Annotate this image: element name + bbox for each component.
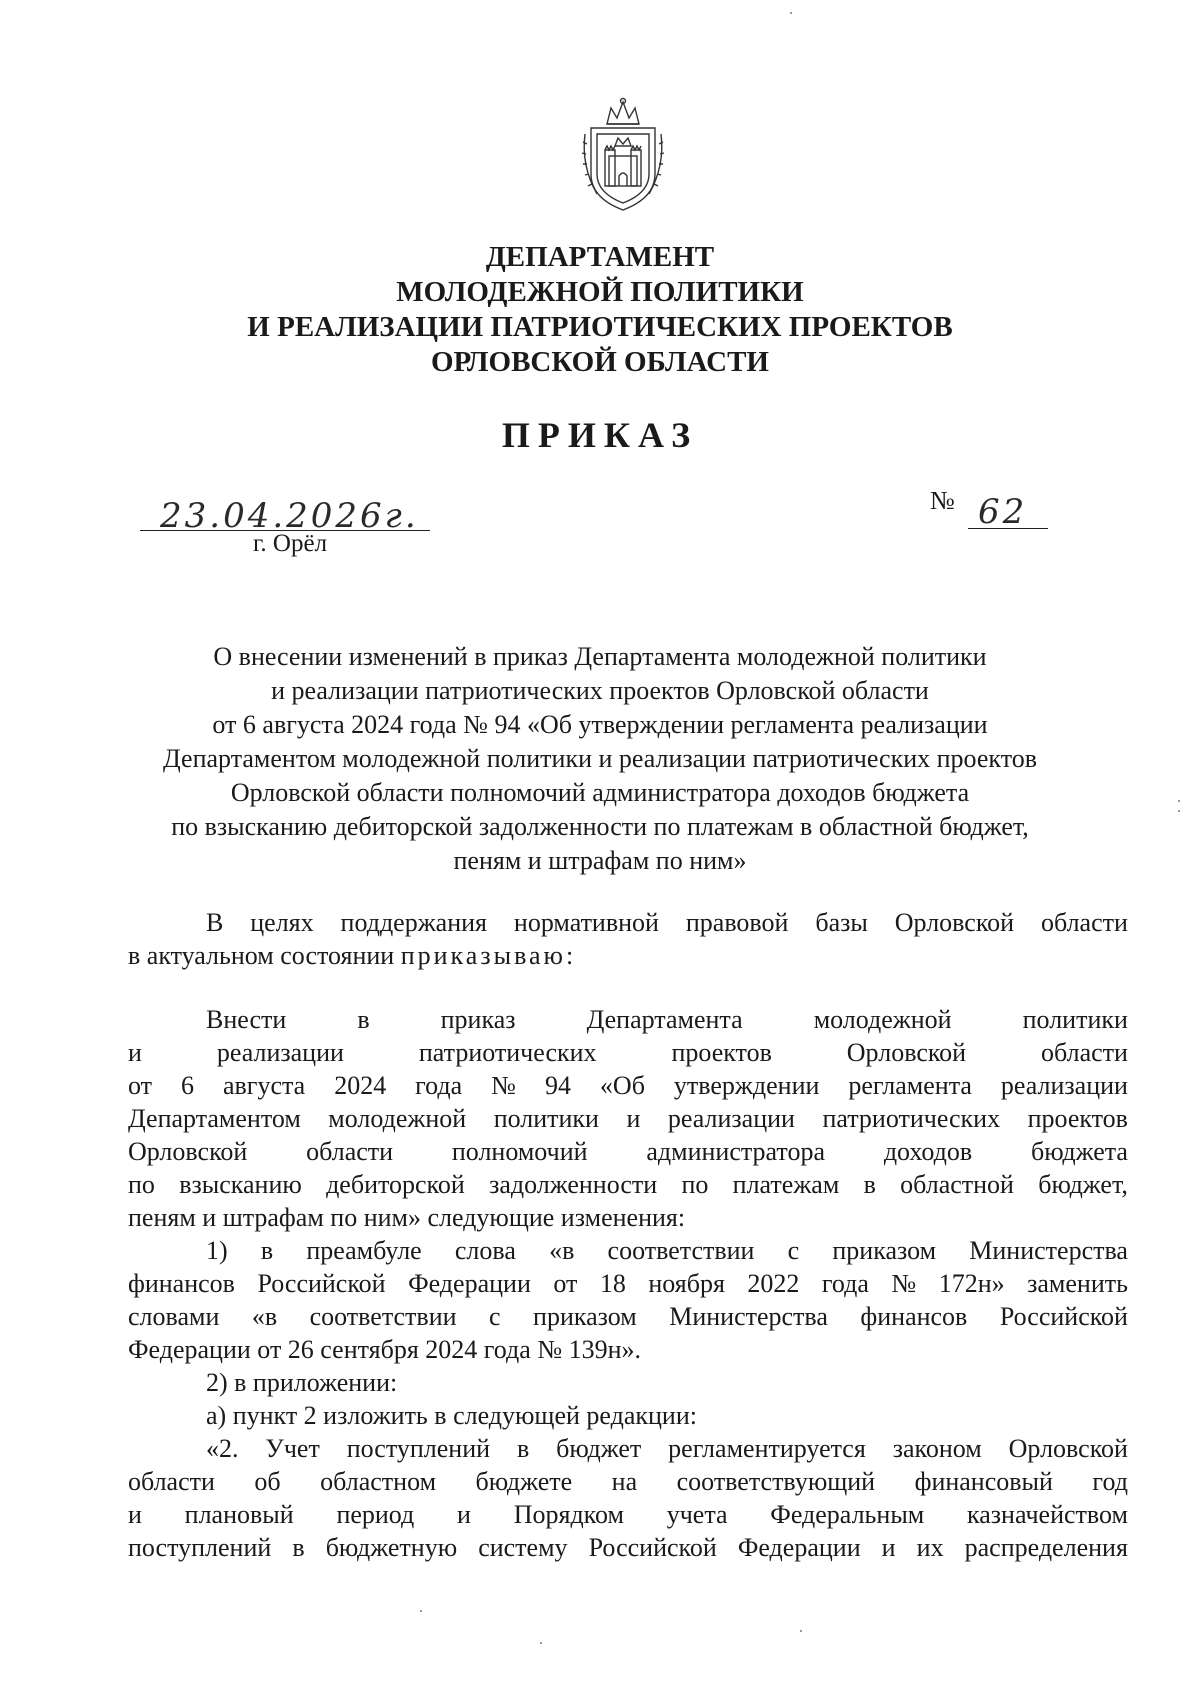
word: и (457, 1500, 471, 1529)
item-1-line (128, 1234, 1128, 1267)
word: «в (251, 1302, 278, 1331)
word: № (491, 1071, 516, 1100)
word: реализации (667, 1104, 795, 1133)
number-label: № (930, 486, 955, 515)
word: в (260, 1236, 274, 1265)
department-line-3: И РЕАЛИЗАЦИИ ПАТРИОТИЧЕСКИХ ПРОЕКТОВ (247, 311, 953, 343)
word: в (357, 1005, 370, 1034)
word: 2024 (334, 1071, 387, 1100)
word: Министерства (669, 1302, 828, 1331)
quote-line (128, 1432, 1128, 1465)
number-field (968, 484, 1048, 532)
word: базы (815, 908, 868, 937)
word: учета (666, 1500, 728, 1529)
word: и (128, 1038, 142, 1067)
word: 2022 (747, 1269, 800, 1298)
word: Министерства (969, 1236, 1128, 1265)
word: Федеральным (770, 1500, 925, 1529)
word: их (916, 1533, 944, 1562)
word: поступлений (128, 1533, 272, 1562)
date-field (140, 482, 430, 536)
coat-of-arms-icon (577, 94, 669, 214)
word: молодежной (813, 1005, 952, 1034)
word: области (1040, 908, 1128, 937)
word: «2. (206, 1434, 239, 1463)
handwritten-date: 23.04.2026г. (160, 496, 419, 536)
word: плановый (184, 1500, 294, 1529)
word: распределения (964, 1533, 1128, 1562)
word: регламентируется (668, 1434, 866, 1463)
word: № (891, 1269, 917, 1298)
word: в (292, 1533, 305, 1562)
word: 6 (181, 1071, 194, 1100)
word: от (128, 1071, 153, 1100)
word: Порядком (513, 1500, 624, 1529)
word: областной (900, 1170, 1014, 1199)
paragraph-line: пеням и штрафам по ним» следующие изменения: (128, 1203, 686, 1232)
word: бюджет (556, 1434, 642, 1463)
word: года (415, 1071, 463, 1100)
word: политики (1022, 1005, 1128, 1034)
word: политики (493, 1104, 599, 1133)
word: 1) (206, 1236, 228, 1265)
word: 172н» (938, 1269, 1005, 1298)
word: проектов (671, 1038, 772, 1067)
word: доходов (883, 1137, 973, 1166)
word: Российской (588, 1533, 717, 1562)
word: ноября (648, 1269, 725, 1298)
word: патриотических (822, 1104, 1001, 1133)
word: бюджете (475, 1467, 573, 1496)
department-line-4: ОРЛОВСКОЙ ОБЛАСТИ (430, 346, 769, 378)
word: 94 (544, 1071, 571, 1100)
word: дебиторской (326, 1170, 465, 1199)
word: администратора (646, 1137, 825, 1166)
word: патриотических (418, 1038, 597, 1067)
word: Федерации (737, 1533, 861, 1562)
quote-line (128, 1465, 1128, 1498)
subject-line: от 6 августа 2024 года № 94 «Об утверждении регламента реализации (212, 710, 988, 739)
word: по (681, 1170, 709, 1199)
word: и (128, 1500, 142, 1529)
word: реализации (1000, 1071, 1128, 1100)
word: платежам (732, 1170, 840, 1199)
word: бюджетную (325, 1533, 458, 1562)
word: поддержания (340, 908, 487, 937)
word: об (254, 1467, 281, 1496)
word: проектов (1027, 1104, 1128, 1133)
subject-line: пеням и штрафам по ним» (453, 846, 747, 875)
word: с (787, 1236, 800, 1265)
word: полномочий (451, 1137, 588, 1166)
word: приказом (832, 1236, 937, 1265)
word: В (206, 908, 224, 937)
word: финансов (860, 1302, 968, 1331)
item-2-line: 2) в приложении: (206, 1368, 398, 1397)
order-title: ПРИКАЗ (501, 415, 699, 455)
word: приказ (440, 1005, 516, 1034)
scan-speck (1178, 800, 1180, 802)
handwritten-number: 62 (978, 492, 1028, 532)
word: на (611, 1467, 638, 1496)
word: нормативной (513, 908, 659, 937)
word: в (516, 1434, 530, 1463)
paragraph-line (128, 1135, 1128, 1168)
department-heading (0, 240, 1200, 380)
subject-line: и реализации патриотических проектов Орловской области (271, 676, 929, 705)
word: систему (478, 1533, 568, 1562)
preamble-emphasis: приказываю: (400, 941, 577, 970)
city-label: г. Орёл (253, 530, 328, 557)
word: соответствующий (676, 1467, 876, 1496)
word: Орловской (1008, 1434, 1128, 1463)
word: областном (320, 1467, 437, 1496)
main-paragraph (128, 1003, 1128, 1564)
word: Орловской (128, 1137, 248, 1166)
word: Орловской (846, 1038, 967, 1067)
word: области (306, 1137, 394, 1166)
quote-line (128, 1531, 1128, 1564)
word: с (489, 1302, 501, 1331)
paragraph-line (128, 1069, 1128, 1102)
word: от (553, 1269, 578, 1298)
word: преамбуле (306, 1236, 422, 1265)
word: слова (454, 1236, 516, 1265)
word: и (881, 1533, 896, 1562)
item-1-line (128, 1267, 1128, 1300)
preamble-text: в актуальном состоянии (128, 941, 401, 970)
word: Департамента (586, 1005, 743, 1034)
word: бюджет, (1038, 1170, 1128, 1199)
word: финансовый (914, 1467, 1053, 1496)
preamble-line (128, 939, 1128, 972)
subject-line: по взысканию дебиторской задолженности по платежам в областной бюджет, (171, 812, 1029, 841)
word: взысканию (179, 1170, 302, 1199)
word: законом (892, 1434, 982, 1463)
preamble-paragraph (128, 906, 1128, 972)
word: бюджета (1031, 1137, 1128, 1166)
word: «Об (599, 1071, 645, 1100)
word: поступлений (346, 1434, 491, 1463)
word: заменить (1027, 1269, 1128, 1298)
subject-line: Департаментом молодежной политики и реализации патриотических проектов (163, 744, 1037, 773)
department-line-1: ДЕПАРТАМЕНТ (485, 241, 715, 273)
word: Федерации (408, 1269, 531, 1298)
word: казначейством (967, 1500, 1128, 1529)
scan-speck (540, 1642, 542, 1644)
word: Департаментом (128, 1104, 301, 1133)
word: Российской (999, 1302, 1128, 1331)
paragraph-line (128, 1102, 1128, 1135)
word: по (128, 1170, 155, 1199)
word: года (821, 1269, 869, 1298)
scan-speck (790, 12, 792, 14)
word: в (863, 1170, 876, 1199)
word: задолженности (489, 1170, 658, 1199)
word: год (1092, 1467, 1128, 1496)
word: период (336, 1500, 415, 1529)
word: августа (222, 1071, 306, 1100)
word: реализации (216, 1038, 344, 1067)
word: приказом (533, 1302, 637, 1331)
word: и (626, 1104, 641, 1133)
word: Учет (265, 1434, 320, 1463)
word: словами (128, 1302, 220, 1331)
paragraph-line (128, 1036, 1128, 1069)
word: Российской (257, 1269, 386, 1298)
quote-line (128, 1498, 1128, 1531)
word: Орловской (894, 908, 1015, 937)
word: регламента (848, 1071, 972, 1100)
word: целях (250, 908, 314, 937)
scan-speck (800, 1630, 802, 1632)
word: 18 (599, 1269, 626, 1298)
scan-speck (420, 1610, 422, 1612)
paragraph-line (128, 1168, 1128, 1201)
word: соответствии (309, 1302, 457, 1331)
item-1-line (128, 1300, 1128, 1333)
word: области (128, 1467, 215, 1496)
word: области (1041, 1038, 1128, 1067)
word: финансов (128, 1269, 235, 1298)
word: утверждении (673, 1071, 820, 1100)
item-2a-line: а) пункт 2 изложить в следующей редакции: (206, 1401, 697, 1430)
order-subject (120, 640, 1080, 878)
word: молодежной (328, 1104, 467, 1133)
word: соответствии (607, 1236, 755, 1265)
scan-speck (1178, 810, 1180, 812)
word: Внести (206, 1005, 287, 1034)
paragraph-line (128, 1003, 1128, 1036)
word: «в (549, 1236, 575, 1265)
department-line-2: МОЛОДЕЖНОЙ ПОЛИТИКИ (396, 276, 804, 308)
preamble-line (128, 906, 1128, 939)
word: правовой (685, 908, 789, 937)
item-1-line: Федерации от 26 сентября 2024 года № 139н». (128, 1335, 642, 1364)
subject-line: О внесении изменений в приказ Департамента молодежной политики (213, 642, 987, 671)
subject-line: Орловской области полномочий администратора доходов бюджета (230, 778, 970, 807)
